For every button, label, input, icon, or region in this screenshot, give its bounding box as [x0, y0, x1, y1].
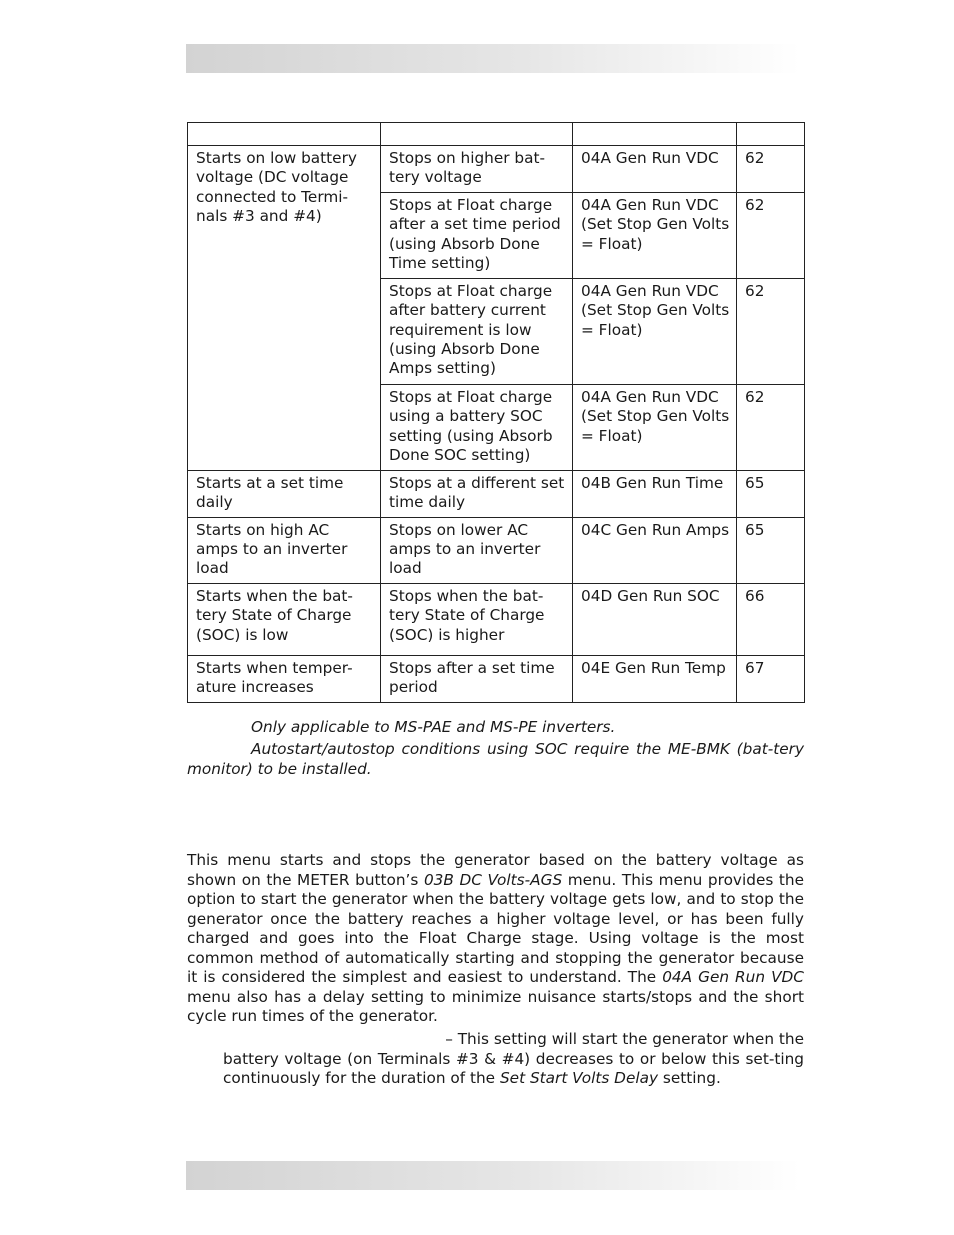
header-cell-start [188, 123, 381, 146]
header-cell-menu [573, 123, 737, 146]
footnote-ms-pae: Only applicable to MS-PAE and MS-PE inverters. [251, 718, 616, 736]
start-cell: Starts on low battery voltage (DC voltage connected to Termi-nals #3 and #4) [188, 146, 381, 471]
page-cell: 67 [737, 655, 805, 702]
page-cell: 62 [737, 192, 805, 278]
header-cell-stop [381, 123, 573, 146]
menu-cell: 04A Gen Run VDC [573, 146, 737, 193]
text-run: menu. This menu provides the option to start the generator when the battery voltage gets low, and to stop the generator once the battery reaches a higher voltage level, or has been fully charged and goes into the Float Charge stage. Using voltage is the most common method of automatically starting and stopping the generator because it is considered the simplest and easiest to understand. The [187, 870, 804, 986]
table-row [188, 517, 805, 583]
setting-ref: Set Start Volts Delay [499, 1069, 659, 1087]
start-cell: Starts when temper-ature increases [188, 655, 381, 702]
table-row [188, 655, 805, 702]
body-paragraph [187, 851, 804, 1027]
stop-cell: Stops at Float charge after battery current requirement is low (using Absorb Done Amps setting) [381, 278, 573, 384]
header-cell-page [737, 123, 805, 146]
table-row [188, 146, 805, 193]
page-cell: 65 [737, 470, 805, 517]
stop-cell: Stops when the bat-tery State of Charge (SOC) is higher [381, 583, 573, 655]
menu-cell: 04A Gen Run VDC (Set Stop Gen Volts = Float) [573, 278, 737, 384]
text-run: setting. [658, 1069, 721, 1087]
stop-cell: Stops on lower AC amps to an inverter load [381, 517, 573, 583]
text-run: menu also has a delay setting to minimize nuisance starts/stops and the short cycle run times of the generator. [187, 987, 804, 1025]
ags-start-stop-table [187, 122, 805, 703]
footnote-soc: Autostart/autostop conditions using SOC require the ME-BMK (bat-tery monitor) to be installed. [187, 740, 804, 778]
stop-cell: Stops at Float charge after a set time period (using Absorb Done Time setting) [381, 192, 573, 278]
menu-cell: 04D Gen Run SOC [573, 583, 737, 655]
page-cell: 62 [737, 278, 805, 384]
setting-lead: – This setting will start the generator when the [445, 1030, 804, 1048]
stop-cell: Stops at a different set time daily [381, 470, 573, 517]
stop-cell: Stops after a set time period [381, 655, 573, 702]
menu-cell: 04A Gen Run VDC (Set Stop Gen Volts = Float) [573, 384, 737, 470]
start-cell: Starts at a set time daily [188, 470, 381, 517]
menu-ref: 03B DC Volts-AGS [423, 870, 563, 889]
page-cell: 62 [737, 384, 805, 470]
menu-ref: 04A Gen Run VDC [662, 968, 804, 986]
start-cell: Starts when the bat-tery State of Charge (SOC) is low [188, 583, 381, 655]
menu-cell: 04E Gen Run Temp [573, 655, 737, 702]
menu-cell: 04C Gen Run Amps [573, 517, 737, 583]
table-row [188, 470, 805, 517]
stop-cell: Stops on higher bat-tery voltage [381, 146, 573, 193]
menu-cell: 04A Gen Run VDC (Set Stop Gen Volts = Float) [573, 192, 737, 278]
footer-band [186, 1161, 800, 1190]
page-cell: 65 [737, 517, 805, 583]
start-cell: Starts on high AC amps to an inverter load [188, 517, 381, 583]
page-cell: 62 [737, 146, 805, 193]
header-band [186, 44, 800, 73]
text-run: This menu starts and stops the generator based on the battery voltage as shown on the METER button’s [187, 851, 804, 889]
text-run: battery voltage (on Terminals #3 & #4) decreases to or below this set-ting continuously for the duration of the [223, 1049, 804, 1087]
page-cell: 66 [737, 583, 805, 655]
menu-cell: 04B Gen Run Time [573, 470, 737, 517]
table-header-row [188, 123, 805, 146]
table-row [188, 583, 805, 655]
setting-description [223, 1030, 804, 1089]
stop-cell: Stops at Float charge using a battery SOC setting (using Absorb Done SOC setting) [381, 384, 573, 470]
